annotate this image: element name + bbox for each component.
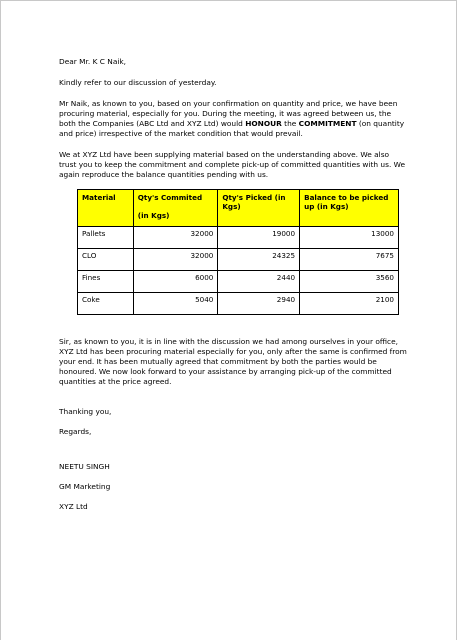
paragraph-1-the: the [281,119,299,128]
paragraph-3: Sir, as known to you, it is in line with the discussion we had among ourselves in your office, XYZ Ltd has been procuring material especially for you, only after the same is confirmed from your end. It has been mutually agreed that commitment by both the parties would be honoured. We now look forward to your assistance by arranging pick-up of the committed quantities at the price agreed. [59,337,407,386]
signatory-designation: GM Marketing [59,482,111,491]
cell-picked: 24325 [218,249,300,271]
cell-picked: 2440 [218,271,300,293]
cell-committed: 5040 [133,293,218,315]
salutation: Dear Mr. K C Naik, [59,57,127,66]
cell-balance: 13000 [300,227,399,249]
signatory-company: XYZ Ltd [59,502,88,511]
cell-material: CLO [78,249,134,271]
paragraph-1-text-b: (on quantity and price) irrespective of the market condition that would prevail. [59,119,405,138]
cell-material: Fines [78,271,134,293]
signature-block [59,407,407,512]
intro-paragraph: Kindly refer to our discussion of yesterday. [59,78,217,87]
cell-balance: 3560 [300,271,399,293]
signatory-name: NEETU SINGH [59,462,110,471]
header-balance: Balance to be picked up (in Kgs) [300,190,399,227]
header-committed: Qty's Commited (in Kgs) [133,190,218,227]
honour-emphasis: HONOUR [245,119,282,128]
paragraph-2: We at XYZ Ltd have been supplying material based on the understanding above. We also trust you to keep the commitment and complete pick-up of committed quantities with us. We again reproduce the balance quantities pending with us. [59,150,406,179]
cell-committed: 6000 [133,271,218,293]
header-picked: Qty's Picked (in Kgs) [218,190,300,227]
cell-picked: 19000 [218,227,300,249]
cell-balance: 2100 [300,293,399,315]
commitment-emphasis: COMMITMENT [298,119,357,128]
paragraph-1 [59,99,407,139]
cell-material: Coke [78,293,134,315]
table-header-row [78,190,399,227]
header-material: Material [78,190,134,227]
letter-body [59,57,407,512]
table-row [78,293,399,315]
table-row [78,227,399,249]
cell-balance: 7675 [300,249,399,271]
cell-material: Pallets [78,227,134,249]
cell-committed: 32000 [133,227,218,249]
table-row [78,249,399,271]
regards-line: Regards, [59,427,92,436]
table-row [78,271,399,293]
quantity-table [77,189,399,315]
cell-committed: 32000 [133,249,218,271]
thanks-line: Thanking you, [59,407,112,416]
paragraph-1-text-a: Mr Naik, as known to you, based on your confirmation on quantity and price, we have been procuring material, especially for you. During the meeting, it was agreed between us, the both the Companies (ABC Ltd and XYZ Ltd) would [59,99,398,128]
cell-picked: 2940 [218,293,300,315]
